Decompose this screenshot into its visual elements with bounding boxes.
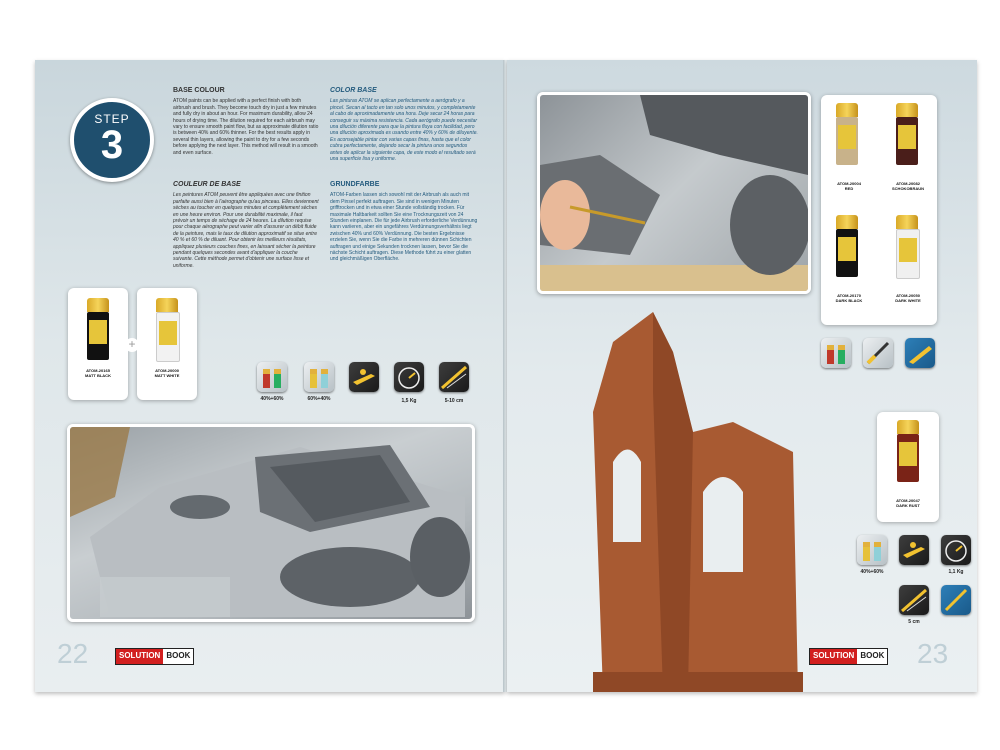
paint-name: MATT WHITE <box>154 373 180 378</box>
icon-caption: 40%+60% <box>260 396 284 402</box>
solution-book-logo <box>115 648 194 665</box>
pressure-gauge-icon <box>394 362 424 392</box>
paint-code: ATOM-20047 <box>896 498 920 503</box>
icon-caption: 1,1 Kg <box>948 569 964 575</box>
logo-book: BOOK <box>857 649 887 664</box>
icon-caption: 5-10 cm <box>444 398 464 404</box>
photo-ruined-brick-building <box>593 312 813 692</box>
logo-solution: SOLUTION <box>810 649 857 664</box>
plus-icon: + <box>125 338 139 352</box>
spray-distance-icon <box>899 585 929 615</box>
paint-card-grid <box>821 95 937 325</box>
brush-icon <box>941 585 971 615</box>
right-page <box>507 60 977 692</box>
paint-bottle-icon <box>896 215 918 277</box>
paint-name: RED <box>844 186 854 191</box>
paint-code: ATOM-20082 <box>896 181 920 186</box>
paint-code: ATOM-20170 <box>837 293 861 298</box>
paint-code: ATOM-20004 <box>837 181 861 186</box>
magazine-spread <box>35 60 977 692</box>
paint-bottle-icon <box>87 298 109 360</box>
body-spanish: Las pinturas ATOM se aplican perfectamente a aerógrafo y a pincel. Secan al tacto en tan solo unos minutos, y completamente al cabo de aproximadamente una hora. Deje secar 24 horas para conseguir su máxima resistencia. Cada aerógrafo puede necesitar una dilución diferente para que la pintura fluya con facilidad, pero una dilución aproximada es usando entre 40% y 60% de diluyente. Es aconsejable pintar con varias capas finas, hasta que el color cubra perfectamente, dejando secar la pintura unos segundos antes de aplicar la siguiente capa, de este modo el resultado será una superficie lisa y uniforme. <box>330 98 478 163</box>
dilution-icon <box>857 535 887 565</box>
airbrush-icon <box>905 338 935 368</box>
paint-card-dark-rust <box>877 412 939 522</box>
solution-book-logo <box>809 648 888 665</box>
step-word: STEP <box>94 112 130 126</box>
paint-name: SCHOKOBRAUN <box>892 186 924 191</box>
paint-mix-icon <box>821 338 851 368</box>
body-french: Les peintures ATOM peuvent être appliquées avec une finition parfaite aussi bien à l'aérographe qu'au pinceau. Elles deviennent sèches au toucher en quelques minutes et complètement sèches en une heure environ. Pour une durabilité maximale, il faut prévoir un temps de séchage de 24 heures. La dilution requise pour chaque aérographe peut varier afin d'assurer un débit fluide de la peinture, mais le taux de dilution approximatif se situe entre 40 % et 60 % de diluant. Pour obtenir les meilleurs résultats, appliquez plusieurs couches fines, en laissant sécher la peinture pendant quelques secondes avant d'appliquer la couche suivante. Cette méthode permet d'obtenir une surface lisse et uniforme. <box>173 192 319 269</box>
heading-grundfarbe: GRUNDFARBE <box>330 181 380 188</box>
paint-code: ATOM-20000 <box>155 368 179 373</box>
airbrush-icon <box>349 362 379 392</box>
heading-couleur-de-base: COULEUR DE BASE <box>173 181 241 188</box>
left-page <box>35 60 505 692</box>
dilution-icon <box>304 362 334 392</box>
text-english <box>173 88 319 156</box>
paint-name: DARK RUST <box>896 503 920 508</box>
step-number: 3 <box>100 123 124 167</box>
paint-bottle-icon <box>156 298 178 360</box>
page-number-left: 22 <box>57 638 89 669</box>
body-german: ATOM-Farben lassen sich sowohl mit der Airbrush als auch mit dem Pinsel perfekt auftragen. Sie sind in wenigen Minuten grifftrocken und in etwa einer Stunde vollständig trocken. Für maximale Haltbarkeit sollten Sie eine Trocknungszeit von 24 Stunden einplanen. Die für jede Airbrush erforderliche Verdünnung kann variieren, aber ein ungefähres Verdünnungsverhältnis liegt zwischen 40% und 60% Verdünnung. Die besten Ergebnisse erzielen Sie, wenn Sie die Farbe in mehreren dünnen Schichten auftragen und einige Sekunden trocknen lassen, bevor Sie die nächste Schicht auftragen. Diese Methode führt zu einer glatten und gleichmäßigen Oberfläche. <box>330 192 478 263</box>
pressure-gauge-icon <box>941 535 971 565</box>
heading-color-base: COLOR BASE <box>330 87 377 94</box>
rubble-base-illustration <box>70 427 472 619</box>
paint-code: ATOM-20165 <box>86 368 110 373</box>
photo-brushing-cobblestones <box>537 92 811 294</box>
icon-caption: 5 cm <box>908 619 920 625</box>
icon-caption: 40%+60% <box>860 569 884 575</box>
body-english: ATOM paints can be applied with a perfect finish with both airbrush and brush. They become touch dry in just a few minutes and fully dry in about an hour. For maximum durability, allow 24 hours of drying time. The dilution required for each airbrush may vary to ensure smooth paint flow, but as approximate dilution ratio is between 40% and 60% thinner. For the best results apply in several thin layers, allowing the paint to dry for a few seconds before applying the next layer. This method will result in a smooth and even surface. <box>173 98 319 156</box>
paint-name: DARK BLACK <box>835 298 863 303</box>
ruin-illustration <box>593 312 813 692</box>
paint-bottle-icon <box>896 103 918 165</box>
paint-name: DARK WHITE <box>895 298 921 303</box>
icon-caption: 60%+40% <box>307 396 331 402</box>
logo-book: BOOK <box>163 649 193 664</box>
paint-card-matt-white <box>137 288 197 400</box>
paint-bottle-icon <box>836 103 858 165</box>
paint-bottle-icon <box>897 420 919 482</box>
paint-mix-icon <box>257 362 287 392</box>
airbrush-icon <box>899 535 929 565</box>
page-number-right: 23 <box>917 638 949 669</box>
heading-base-colour: BASE COLOUR <box>173 87 225 94</box>
logo-solution: SOLUTION <box>116 649 163 664</box>
text-spanish <box>330 88 480 162</box>
step-badge <box>70 98 154 182</box>
paint-bottle-icon <box>836 215 858 277</box>
paint-name: MATT BLACK <box>85 373 111 378</box>
paint-card-matt-black <box>68 288 128 400</box>
paint-code: ATOM-20050 <box>896 293 920 298</box>
text-french <box>173 182 319 269</box>
brush-icon <box>863 338 893 368</box>
photo-airbrushed-rubble-base <box>67 424 475 622</box>
spray-distance-icon <box>439 362 469 392</box>
cobblestones-illustration <box>540 95 808 291</box>
text-german <box>330 182 480 263</box>
icon-caption: 1,5 Kg <box>401 398 417 404</box>
